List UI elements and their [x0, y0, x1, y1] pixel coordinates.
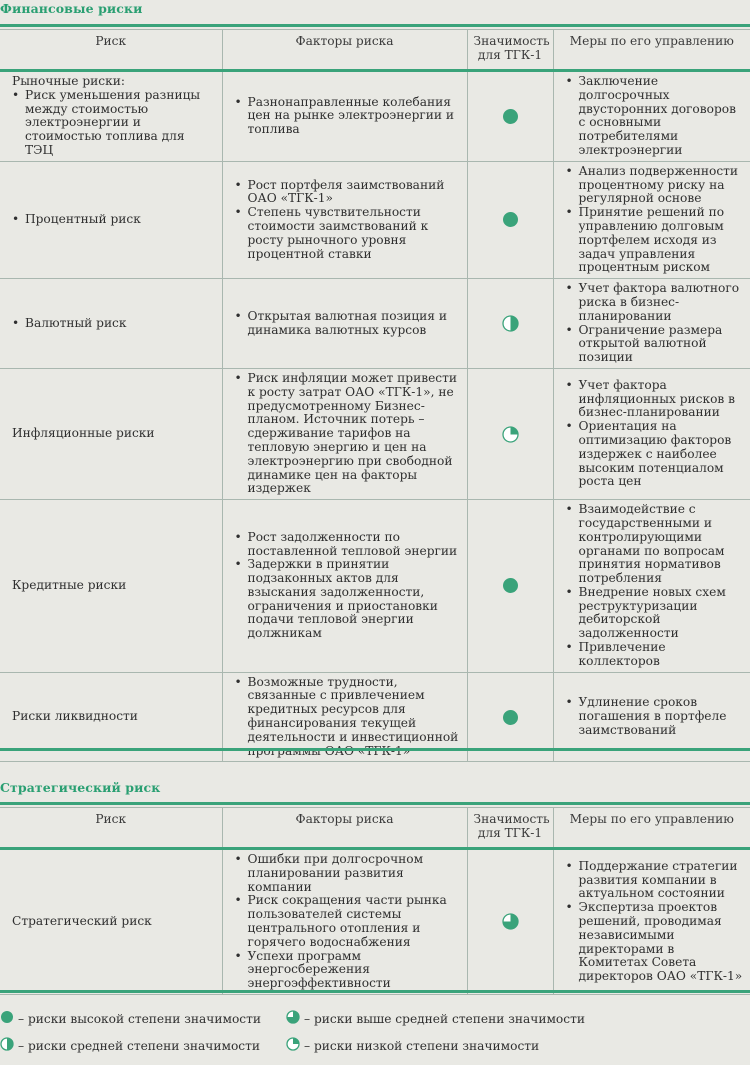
factors-list — [235, 96, 461, 137]
legend-above-medium — [286, 1010, 585, 1027]
factors-cell — [222, 71, 467, 162]
measure-item: • Заключение долгосрочных двусторонних договоров с основными потребителями электроэнергии — [566, 75, 745, 158]
header-measures: Меры по его управлению — [553, 30, 750, 71]
significance-cell — [467, 279, 553, 369]
measures-cell — [553, 500, 750, 673]
high-significance-icon — [502, 577, 519, 594]
factor-item: • Риск инфляции может привести к росту затрат ОАО «ТГК-1», не предусмотренному Бизнес-планом. Источник потерь – сдерживание тарифов на тепловую энергию и цен на электроэнергию при свободной динамике цен на факторы издержек — [235, 372, 461, 496]
risk-item: • Валютный риск — [12, 317, 216, 331]
measure-item: • Ориентация на оптимизацию факторов издержек с наиболее высоким потенциалом роста цен — [566, 420, 745, 489]
measures-list — [566, 860, 745, 984]
table-row — [0, 849, 750, 995]
factor-item: • Возможные трудности, связанные с привлечением кредитных ресурсов для финансирования текущей деятельности и инвестиционной — [235, 676, 461, 759]
factor-item: • Ошибки при долгосрочном планировании развития компании — [235, 853, 461, 894]
measure-item: • Принятие решений по управлению долговым портфелем исходя из задач управления процентным риском — [566, 206, 745, 275]
risk-list — [12, 317, 216, 331]
significance-cell — [467, 71, 553, 162]
measure-item: • Внедрение новых схем реструктуризации дебиторской задолженности — [566, 586, 745, 641]
factors-list — [235, 179, 461, 262]
risk-list — [12, 89, 216, 158]
legend-above-medium-label: – риски выше средней степени значимости — [304, 1011, 585, 1026]
header-measures: Меры по его управлению — [553, 808, 750, 849]
risk-cell — [0, 500, 222, 673]
measure-item: • Экспертиза проектов решений, проводимая независимыми директорами в Комитетах Совета директоров ОАО «ТГК-1» — [566, 901, 745, 984]
legend-medium-label: – риски средней степени значимости — [18, 1038, 260, 1053]
table-row — [0, 279, 750, 369]
significance-cell — [467, 500, 553, 673]
section-title-strategic: Стратегический риск — [0, 780, 161, 795]
strategic-risk-table — [0, 807, 750, 995]
risk-item: • Процентный риск — [12, 213, 216, 227]
low-significance-icon — [502, 426, 519, 443]
significance-cell — [467, 161, 553, 278]
legend-low — [286, 1037, 539, 1054]
measure-item: • Поддержание стратегии развития компании в актуальном состоянии — [566, 860, 745, 901]
factors-list — [235, 310, 461, 338]
above-medium-significance-icon — [502, 913, 519, 930]
measures-cell — [553, 368, 750, 499]
measures-list — [566, 165, 745, 275]
measures-cell — [553, 71, 750, 162]
factors-list — [235, 372, 461, 496]
measures-list — [566, 282, 745, 365]
table-row — [0, 71, 750, 162]
factor-item: • Рост портфеля заимствований ОАО «ТГК-1» — [235, 179, 461, 207]
table-row — [0, 161, 750, 278]
measure-item: • Привлечение коллекторов — [566, 641, 745, 669]
risk-name: Стратегический риск — [12, 914, 152, 929]
factor-item: • Открытая валютная позиция и динамика валютных курсов — [235, 310, 461, 338]
risk-cell — [0, 279, 222, 369]
factor-item: • Разнонаправленные колебания цен на рынке электроэнергии и топлива — [235, 96, 461, 137]
risk-cell — [0, 161, 222, 278]
risk-cell — [0, 368, 222, 499]
section-top-rule — [0, 802, 750, 805]
measures-list — [566, 379, 745, 489]
header-significance: Значимость для ТГК-1 — [467, 30, 553, 71]
risk-name: Инфляционные риски — [12, 426, 155, 441]
factor-item: • Риск сокращения части рынка пользователей системы центрального отопления и горячего водоснабжения — [235, 894, 461, 949]
medium-significance-icon — [0, 1037, 14, 1054]
low-significance-icon — [286, 1037, 300, 1054]
measure-item: • Ограничение размера открытой валютной позиции — [566, 324, 745, 365]
risk-list — [12, 213, 216, 227]
table-row — [0, 368, 750, 499]
factors-list — [235, 531, 461, 641]
measure-item: • Удлинение сроков погашения в портфеле заимствований — [566, 696, 745, 737]
factor-item: • Успехи программ энергосбережения энергоэффективности — [235, 950, 461, 991]
risk-name: Кредитные риски — [12, 577, 127, 592]
above-medium-significance-icon — [286, 1010, 300, 1027]
measure-item: • Анализ подверженности процентному риску на регулярной основе — [566, 165, 745, 206]
factors-cell — [222, 161, 467, 278]
significance-cell — [467, 368, 553, 499]
measure-item: • Взаимодействие с государственными и контролирующими органами по вопросам принятия нормативов потребления — [566, 503, 745, 586]
section-bottom-rule — [0, 990, 750, 993]
measures-list — [566, 75, 745, 158]
measures-list — [566, 696, 745, 737]
measures-cell — [553, 849, 750, 995]
table-row — [0, 500, 750, 673]
measure-item: • Учет фактора инфляционных рисков в бизнес-планировании — [566, 379, 745, 420]
header-risk: Риск — [0, 808, 222, 849]
section-top-rule — [0, 24, 750, 27]
high-significance-icon — [502, 709, 519, 726]
measures-list — [566, 503, 745, 669]
risk-name: Рыночные риски: — [12, 74, 125, 88]
header-risk: Риск — [0, 30, 222, 71]
high-significance-icon — [0, 1010, 14, 1027]
measure-item: • Учет фактора валютного риска в бизнес-планировании — [566, 282, 745, 323]
legend-high — [0, 1010, 261, 1027]
section-title-financial: Финансовые риски — [0, 1, 143, 16]
factors-cell — [222, 500, 467, 673]
measures-cell — [553, 279, 750, 369]
legend-medium — [0, 1037, 260, 1054]
risk-cell — [0, 71, 222, 162]
medium-significance-icon — [502, 315, 519, 332]
factors-cell — [222, 368, 467, 499]
risk-cell — [0, 849, 222, 995]
legend-high-label: – риски высокой степени значимости — [18, 1011, 261, 1026]
risk-name: Риски ликвидности — [12, 709, 138, 724]
factors-cell — [222, 279, 467, 369]
factors-list — [235, 676, 461, 759]
section-bottom-rule — [0, 748, 750, 751]
factor-item: • Рост задолженности по поставленной тепловой энергии — [235, 531, 461, 559]
header-factors: Факторы риска — [222, 30, 467, 71]
risk-item: • Риск уменьшения разницы между стоимостью электроэнергии и стоимостью топлива для ТЭЦ — [12, 89, 216, 158]
header-significance: Значимость для ТГК-1 — [467, 808, 553, 849]
significance-cell — [467, 849, 553, 995]
header-factors: Факторы риска — [222, 808, 467, 849]
factors-cell — [222, 849, 467, 995]
legend-low-label: – риски низкой степени значимости — [304, 1038, 540, 1053]
financial-risks-table — [0, 29, 750, 762]
factor-item: • Задержки в принятии подзаконных актов для взыскания задолженности, ограничения и приостановки подачи тепловой энергии должникам — [235, 558, 461, 641]
measures-cell — [553, 161, 750, 278]
factors-list — [235, 853, 461, 991]
high-significance-icon — [502, 108, 519, 125]
factor-item: • Степень чувствительности стоимости заимствований к росту рыночного уровня процентной ставки — [235, 206, 461, 261]
high-significance-icon — [502, 211, 519, 228]
